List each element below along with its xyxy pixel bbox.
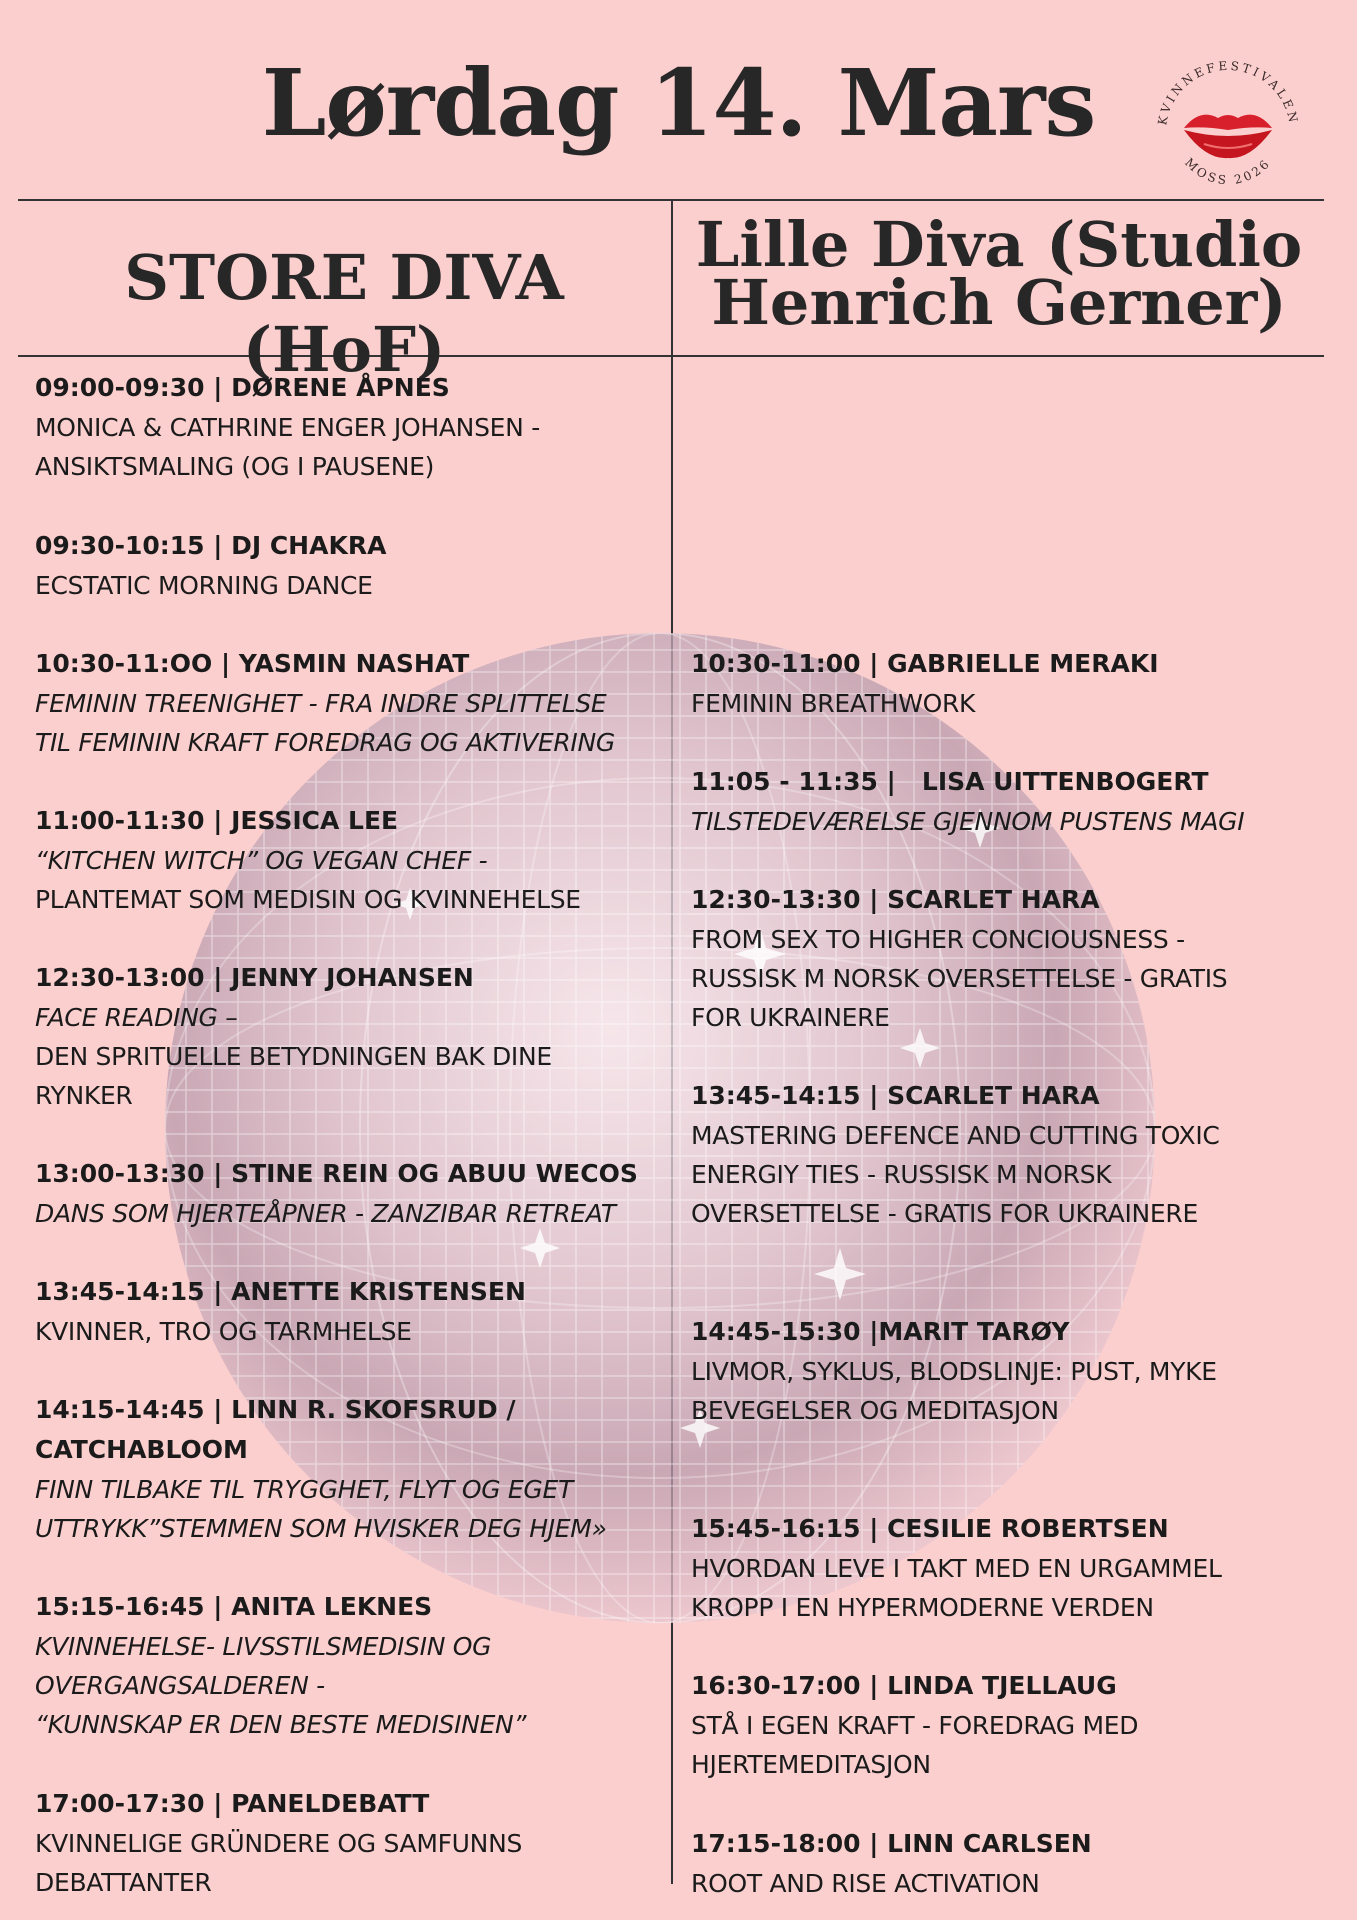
page-title: Lørdag 14. Mars [261, 49, 1096, 157]
event-description: MASTERING DEFENCE AND CUTTING TOXIC ENERGIY TIES - RUSSISK M NORSK OVERSETTELSE - GRATIS FOR UKRAINERE [691, 1121, 1220, 1228]
list-item [691, 1509, 1331, 1627]
list-item [691, 1824, 1331, 1903]
event-time-title: 12:30-13:30 | SCARLET HARA [691, 885, 1100, 914]
list-item [35, 958, 675, 1115]
event-time-title: 16:30-17:00 | LINDA TJELLAUG [691, 1671, 1117, 1700]
list-item [35, 1784, 675, 1902]
event-description: DEN SPRITUELLE BETYDNINGEN BAK DINE RYNKER [35, 1042, 552, 1110]
event-description: ECSTATIC MORNING DANCE [35, 571, 373, 600]
event-time-title: 14:15-14:45 | LINN R. SKOFSRUD / CATCHABLOOM [35, 1395, 516, 1464]
event-time-title: 09:30-10:15 | DJ CHAKRA [35, 531, 387, 560]
event-description: “KITCHEN WITCH” OG VEGAN CHEF - [35, 846, 488, 875]
event-time-title: 13:45-14:15 | SCARLET HARA [691, 1081, 1100, 1110]
event-description: FACE READING – [35, 1003, 238, 1032]
column-heading-lille-diva-text: Lille Diva (Studio Henrich Gerner) [695, 208, 1303, 339]
event-time-title: 15:15-16:45 | ANITA LEKNES [35, 1592, 433, 1621]
list-item [35, 1587, 675, 1744]
column-heading-lille-diva [674, 208, 1324, 339]
event-description: DANS SOM HJERTEÅPNER - ZANZIBAR RETREAT [35, 1199, 616, 1228]
event-description: PLANTEMAT SOM MEDISIN OG KVINNEHELSE [35, 885, 581, 914]
event-time-title: 13:45-14:15 | ANETTE KRISTENSEN [35, 1277, 526, 1306]
event-description: FINN TILBAKE TIL TRYGGHET, FLYT OG EGET UTTRYKK”STEMMEN SOM HVISKER DEG HJEM» [35, 1475, 607, 1543]
event-time-title: 11:00-11:30 | JESSICA LEE [35, 806, 399, 835]
event-description: KVINNELIGE GRÜNDERE OG SAMFUNNS DEBATTANTER [35, 1829, 523, 1897]
event-description: MONICA & CATHRINE ENGER JOHANSEN - ANSIKTSMALING (OG I PAUSENE) [35, 413, 540, 481]
event-description: KVINNER, TRO OG TARMHELSE [35, 1317, 412, 1346]
list-item [35, 644, 675, 762]
event-time-title: 11:05 - 11:35 | LISA UITTENBOGERT [691, 767, 1209, 796]
event-description: STÅ I EGEN KRAFT - FOREDRAG MED HJERTEMEDITASJON [691, 1711, 1139, 1779]
event-description: FEMININ BREATHWORK [691, 689, 976, 718]
lips-icon [1184, 115, 1272, 158]
event-description: FEMININ TREENIGHET - FRA INDRE SPLITTELSE TIL FEMININ KRAFT FOREDRAG OG AKTIVERING [35, 689, 615, 757]
list-item [691, 644, 1331, 723]
event-time-title: 12:30-13:00 | JENNY JOHANSEN [35, 963, 474, 992]
logo-sub-text: MOSS 2026 [1182, 155, 1274, 188]
list-item [35, 801, 675, 919]
event-time-title: 10:30-11:00 | GABRIELLE MERAKI [691, 649, 1159, 678]
list-item [691, 880, 1331, 1037]
event-description: LIVMOR, SYKLUS, BLODSLINJE: PUST, MYKE BEVEGELSER OG MEDITASJON [691, 1357, 1217, 1425]
event-description: KVINNEHELSE- LIVSSTILSMEDISIN OG OVERGANGSALDEREN - “KUNNSKAP ER DEN BESTE MEDISINEN” [35, 1632, 527, 1739]
event-description: FROM SEX TO HIGHER CONCIOUSNESS - RUSSISK M NORSK OVERSETTELSE - GRATIS FOR UKRAINERE [691, 925, 1228, 1032]
event-time-title: 15:45-16:15 | CESILIE ROBERTSEN [691, 1514, 1169, 1543]
event-time-title: 17:15-18:00 | LINN CARLSEN [691, 1829, 1092, 1858]
column-heading-store-diva: STORE DIVA (HoF) [124, 241, 564, 386]
event-description: ROOT AND RISE ACTIVATION [691, 1869, 1040, 1898]
event-time-title: 09:00-09:30 | DØRENE ÅPNES [35, 373, 450, 402]
list-item [691, 762, 1331, 841]
list-item [691, 1312, 1331, 1430]
logo-ring-text: KVINNEFESTIVALEN [1155, 58, 1301, 127]
event-time-title: 17:00-17:30 | PANELDEBATT [35, 1789, 430, 1818]
svg-text:MOSS 2026 [1182, 155, 1274, 187]
list-item [35, 368, 675, 486]
list-item [691, 1666, 1331, 1784]
event-time-title: 14:45-15:30 |MARIT TARØY [691, 1317, 1070, 1346]
event-description: TILSTEDEVÆRELSE GJENNOM PUSTENS MAGI [691, 807, 1245, 836]
list-item [35, 1272, 675, 1351]
event-description: HVORDAN LEVE I TAKT MED EN URGAMMEL KROPP I EN HYPERMODERNE VERDEN [691, 1554, 1222, 1622]
list-item [35, 1390, 675, 1548]
list-item [35, 526, 675, 605]
list-item [35, 1154, 675, 1233]
festival-logo [1148, 52, 1308, 212]
event-time-title: 10:30-11:OO | YASMIN NASHAT [35, 649, 470, 678]
list-item [691, 1076, 1331, 1233]
event-time-title: 13:00-13:30 | STINE REIN OG ABUU WECOS [35, 1159, 638, 1188]
